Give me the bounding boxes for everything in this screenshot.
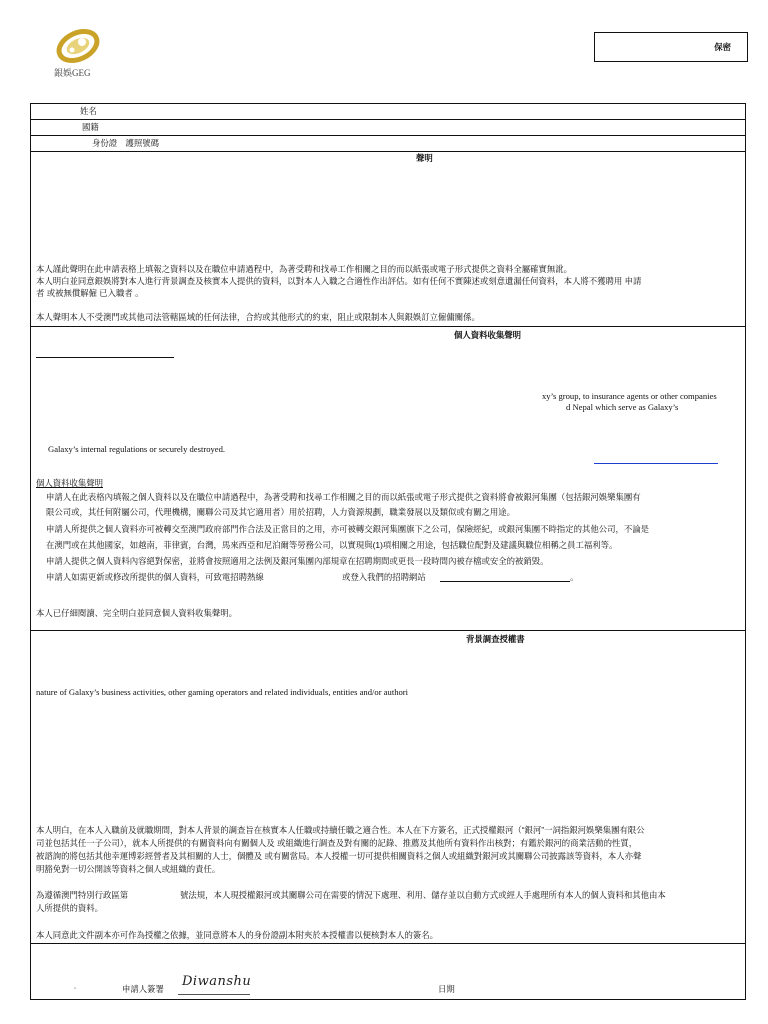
confidential-label: 保密: [714, 42, 731, 52]
signature-dot: ◦: [74, 986, 77, 992]
declaration-line-1: 本人謹此聲明在此申請表格上填報之資料以及在職位申請過程中，為著受聘和找尋工作相關之目的而以紙張或電子形式提供之資料全屬確實無訛。: [36, 264, 572, 274]
declaration-line-2: 本人明白並同意銀娛將對本人進行背景調查及核實本人提供的資料，以對本人入職之合適性作出評估。如有任何不實陳述或刻意遺漏任何資料，本人將不獲聘用 申請: [36, 276, 642, 286]
background-para1-line-1: 本人明白，在本人入職前及就職期間，對本人背景的調查旨在核實本人任職或持續任職之適合性。本人在下方簽名，正式授權銀河（“銀河”一詞指銀河娛樂集團有限公: [36, 825, 645, 835]
background-para3: 本人同意此文件副本亦可作為授權之依據，並同意將本人的身份證副本附夾於本授權書以便核對本人的簽名。: [36, 930, 438, 940]
pics-divider: [36, 357, 174, 358]
background-para1-line-4: 明豁免對一切公開該等資料之個人或組織的責任。: [36, 864, 221, 874]
pics-line-4: 在澳門或在其他國家，如越南，菲律賓，台灣，馬來西亞和尼泊爾等勞務公司，以實現與(1)項相關之用途，包括職位配對及建議與職位相稱之員工福利等。: [46, 540, 618, 550]
background-english-line: nature of Galaxy’s business activities, other gaming operators and related individuals, entities and/or authori: [36, 687, 409, 697]
frame-bottom: [30, 999, 746, 1000]
pics-acknowledgement: 本人已仔細閱讀、完全明白並同意個人資料收集聲明。: [36, 608, 237, 618]
signature-line: [178, 994, 250, 995]
background-para2-end: 人所提供的資料。: [36, 903, 103, 913]
applicant-signature-label: 申請人簽署: [122, 984, 164, 994]
pics-link-underline[interactable]: [594, 463, 718, 464]
background-para1-line-2: 司並包括其任一子公司），就本人所提供的有關資料向有關個人及 或組織進行調查及對有關的記錄、推薦及其他所有資料作出核對；有鑑於銀河的商業活動的性質，: [36, 838, 638, 848]
pics-english-line-1: xy’s group, to insurance agents or other companies: [542, 391, 717, 401]
company-logo: [52, 26, 104, 78]
applicant-signature: Diwanshu: [182, 974, 252, 989]
frame-top: [30, 103, 746, 104]
confidential-box: [594, 32, 748, 62]
logo-text: 銀娛GEG: [54, 68, 91, 78]
pics-subtitle: 個人資料收集聲明: [36, 478, 103, 488]
declaration-final: 本人聲明本人不受澳門或其他司法管轄區域的任何法律，合約或其他形式的約束，阻止或限制本人與銀娛訂立僱傭關係。: [36, 312, 480, 322]
pics-website-text: 或登入我們的招聘網站: [342, 572, 426, 582]
declaration-title: 聲明: [416, 153, 433, 163]
nationality-label: 國籍: [82, 122, 99, 132]
logo-emblem-icon: [52, 26, 104, 66]
pics-title: 個人資料收集聲明: [454, 330, 521, 340]
pics-website-end: 。: [570, 572, 579, 582]
pics-line-2: 限公司或，其任何附屬公司，代理機構，關聯公司及其它適用者）用於招聘，人力資源規劃，職業發展以及類似或有關之用途。: [46, 507, 515, 517]
pics-english-line-3: Galaxy’s internal regulations or securely destroyed.: [48, 444, 226, 454]
declaration-line-3: 者 或被無償解僱 已入職者 。: [36, 288, 144, 298]
website-blank-line: [440, 581, 570, 582]
pics-english-line-2: d Nepal which serve as Galaxy’s: [566, 402, 679, 412]
background-para1-line-3: 被諮詢的將包括其他幸運博彩經營者及其相關的人士，個體及 或有關當局。本人授權一切可提供相關資料之個人或組織對銀河或其關聯公司披露該等資料，本人亦聲: [36, 851, 642, 861]
frame-right: [745, 103, 746, 1000]
pics-line-3: 申請人所提供之個人資料亦可被轉交至澳門政府部門作合法及正當目的之用，亦可被轉交銀河集團旗下之公司，保險經紀，或銀河集團不時指定的其他公司，不論是: [46, 524, 649, 534]
date-label: 日期: [438, 984, 455, 994]
name-label: 姓名: [80, 106, 97, 116]
id-passport-label: 身份證 護照號碼: [92, 138, 159, 148]
pics-line-6: 申請人如需更新或修改所提供的個人資料，可致電招聘熱線: [46, 572, 264, 582]
frame-left: [30, 103, 31, 1000]
pics-line-1: 申請人在此表格內填報之個人資料以及在職位申請過程中，為著受聘和找尋工作相關之目的而以紙張或電子形式提供之資料將會被銀河集團（包括銀河娛樂集團有: [46, 492, 641, 502]
background-title: 背景調查授權書: [466, 634, 525, 644]
pics-line-5: 申請人提供之個人資料內容絕對保密，並將會按照適用之法例及銀河集團內部規章在招聘期間或更長一段時間內被存檔或安全的被銷毀。: [46, 556, 549, 566]
background-para2-main: 號法規，本人現授權銀河或其關聯公司在需要的情況下處理、利用、儲存並以自動方式或經人手處理所有本人的個人資料和其他由本: [180, 890, 666, 900]
background-para2-start: 為遵循澳門特別行政區第: [36, 890, 129, 900]
